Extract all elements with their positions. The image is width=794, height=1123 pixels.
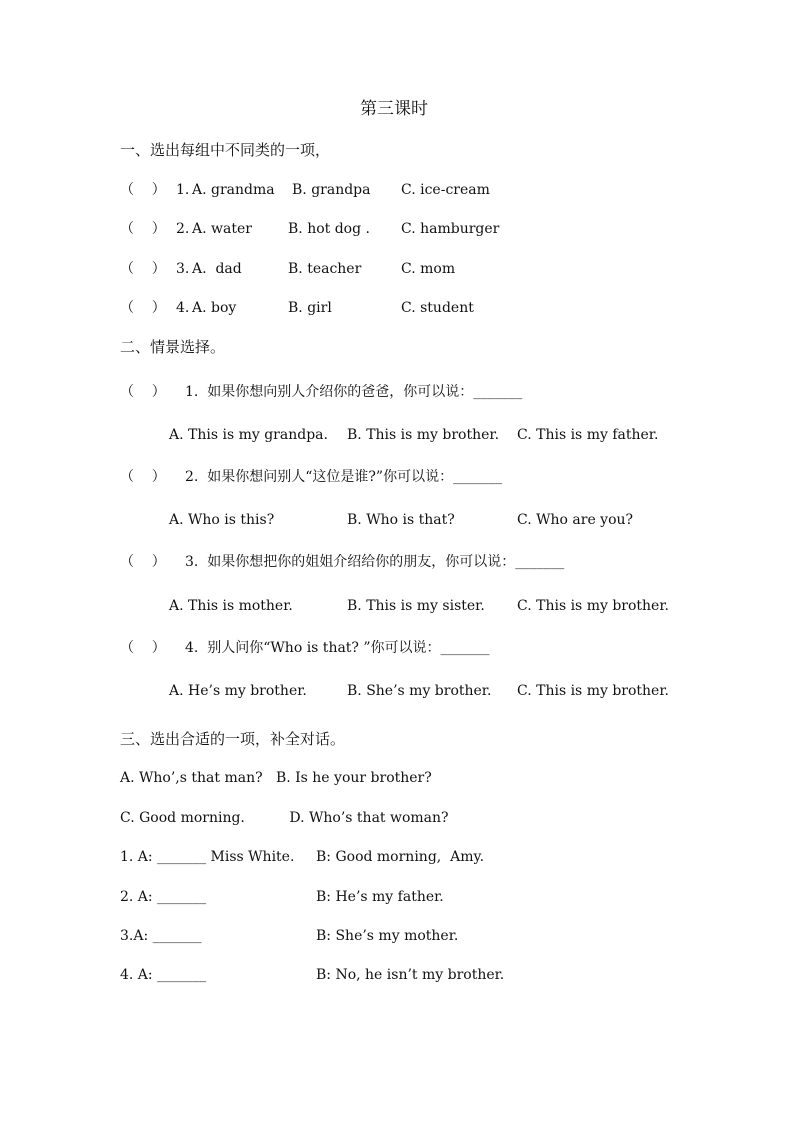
- dialog-b: B: She’s my mother.: [316, 928, 459, 944]
- answer-bracket: （ ）: [120, 300, 166, 316]
- option-c: C. ice-cream: [401, 182, 490, 198]
- section-3-heading: 三、选出合适的一项，补全对话。: [120, 730, 346, 748]
- question-text: 2. 如果你想问别人“这位是谁?”你可以说：_______: [185, 469, 503, 485]
- option-c: C. student: [401, 300, 474, 316]
- option-c: C. This is my brother.: [517, 598, 669, 614]
- question-number: 3.: [176, 261, 190, 277]
- dialog-b: B: He’s my father.: [316, 889, 444, 905]
- dialog-a: 1. A: _______ Miss White.: [120, 849, 295, 865]
- answer-bracket: （ ）: [120, 221, 166, 237]
- option-c: C. This is my brother.: [517, 683, 669, 699]
- option-b: B. She’s my brother.: [347, 683, 492, 699]
- options-line: A. Who’,s that man? B. Is he your brother?: [120, 770, 432, 786]
- answer-bracket: （ ）: [120, 261, 166, 277]
- answer-bracket: （ ）: [120, 384, 166, 400]
- question-number: 1.: [176, 182, 190, 198]
- answer-bracket: （ ）: [120, 640, 166, 656]
- page-title: 第三课时: [360, 99, 428, 119]
- question-number: 2.: [176, 221, 190, 237]
- option-c: C. hamburger: [401, 221, 500, 237]
- options-line: C. Good morning. D. Who’s that woman?: [120, 810, 449, 826]
- option-b: B. hot dog .: [288, 221, 370, 237]
- question-text: 1. 如果你想向别人介绍你的爸爸，你可以说：_______: [185, 384, 523, 400]
- question-text: 4. 别人问你“Who is that? ”你可以说：_______: [185, 640, 490, 656]
- dialog-a: 3.A: _______: [120, 928, 202, 944]
- option-a: A. grandma: [192, 182, 275, 198]
- option-a: A. water: [192, 221, 252, 237]
- section-1-heading: 一、选出每组中不同类的一项，: [120, 141, 331, 159]
- dialog-b: B: Good morning, Amy.: [316, 849, 485, 865]
- answer-bracket: （ ）: [120, 469, 166, 485]
- option-a: A. Who is this?: [169, 512, 275, 528]
- answer-bracket: （ ）: [120, 182, 166, 198]
- section-2-heading: 二、情景选择。: [120, 338, 226, 356]
- question-number: 4.: [176, 300, 190, 316]
- option-a: A. dad: [192, 261, 242, 277]
- question-text: 3. 如果你想把你的姐姐介绍给你的朋友，你可以说：_______: [185, 554, 565, 570]
- option-b: B. This is my sister.: [347, 598, 485, 614]
- option-a: A. This is mother.: [169, 598, 293, 614]
- option-b: B. teacher: [288, 261, 362, 277]
- option-b: B. girl: [288, 300, 332, 316]
- option-b: B. Who is that?: [347, 512, 455, 528]
- option-a: A. He’s my brother.: [169, 683, 307, 699]
- option-c: C. mom: [401, 261, 456, 277]
- option-a: A. This is my grandpa.: [169, 427, 328, 443]
- answer-bracket: （ ）: [120, 554, 166, 570]
- dialog-b: B: No, he isn’t my brother.: [316, 967, 505, 983]
- option-c: C. This is my father.: [517, 427, 659, 443]
- option-b: B. This is my brother.: [347, 427, 500, 443]
- option-a: A. boy: [192, 300, 237, 316]
- option-c: C. Who are you?: [517, 512, 634, 528]
- option-b: B. grandpa: [292, 182, 371, 198]
- dialog-a: 4. A: _______: [120, 967, 207, 983]
- dialog-a: 2. A: _______: [120, 889, 207, 905]
